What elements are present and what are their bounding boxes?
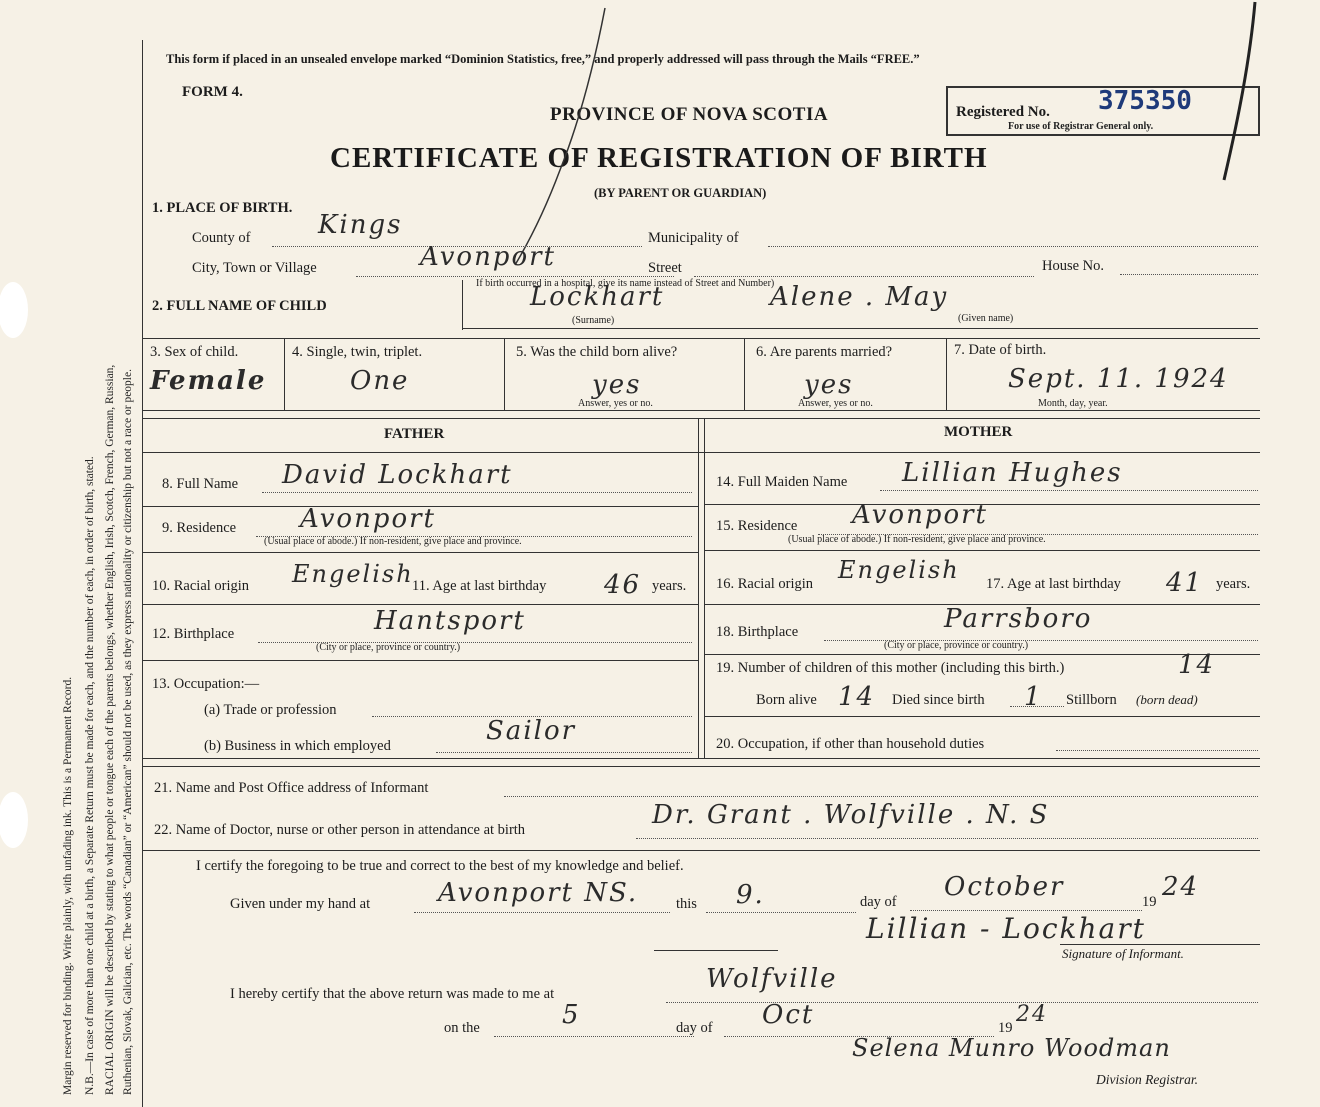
child-surname: Lockhart: [530, 282, 665, 312]
given-under-label: Given under my hand at: [230, 896, 371, 912]
father-business-line: [436, 752, 692, 753]
doctor-label: 22. Name of Doctor, nurse or other person in attendance at birth: [154, 822, 526, 838]
county-label: County of: [192, 230, 251, 246]
surname-caption: (Surname): [572, 315, 615, 326]
parents-divider-left: [698, 418, 699, 758]
mother-heading: MOTHER: [944, 424, 1013, 440]
month-line: [910, 910, 1142, 911]
father-residence-value: Avonport: [300, 504, 436, 534]
father-residence-caption: (Usual place of abode.) If non-resident, give place and province.: [264, 536, 522, 547]
year-value: 24: [1162, 872, 1200, 902]
child-name-underline: [462, 328, 1258, 329]
sig-line: [1060, 944, 1260, 945]
father-row3: [142, 604, 698, 605]
registrar-year-prefix: 19: [998, 1020, 1013, 1036]
mother-residence-caption: (Usual place of abode.) If non-resident, give place and province.: [788, 534, 1046, 545]
form-number: FORM 4.: [182, 84, 243, 100]
father-row4: [142, 660, 698, 661]
father-birthplace-label: 12. Birthplace: [152, 626, 235, 642]
registrar-signature: Selena Munro Woodman: [852, 1034, 1171, 1062]
child-name-label: 2. FULL NAME OF CHILD: [152, 298, 327, 314]
informant-top: [142, 766, 1260, 767]
dob-value: Sept. 11. 1924: [1008, 364, 1229, 394]
given-caption: (Given name): [958, 313, 1014, 324]
stillborn-note: (born dead): [1136, 692, 1198, 707]
house-label: House No.: [1042, 258, 1105, 274]
city-label: City, Town or Village: [192, 260, 317, 276]
signature-caption: Signature of Informant.: [1062, 946, 1184, 961]
year-prefix: 19: [1142, 894, 1157, 910]
day-line: [706, 912, 856, 913]
mother-residence-label: 15. Residence: [716, 518, 798, 534]
dayof-label: day of: [860, 894, 897, 910]
father-heading: FATHER: [384, 426, 445, 442]
father-business-value: Sailor: [486, 716, 577, 746]
married-value: yes: [804, 370, 854, 400]
center-rule: [654, 950, 778, 951]
plurality-value: One: [350, 366, 410, 396]
father-race-label: 10. Racial origin: [152, 578, 250, 594]
municipality-line: [768, 246, 1258, 247]
row3-div2: [504, 338, 505, 410]
mother-race-value: Engelish: [838, 556, 960, 584]
mother-birthplace-value: Parrsboro: [944, 604, 1093, 634]
mother-children-value: 14: [1178, 650, 1216, 680]
plurality-label: 4. Single, twin, triplet.: [292, 344, 423, 360]
county-value: Kings: [318, 210, 403, 240]
row3-div3: [744, 338, 745, 410]
row3-div1: [284, 338, 285, 410]
dob-label: 7. Date of birth.: [954, 342, 1047, 358]
certify-text: I certify the foregoing to be true and correct to the best of my knowledge and belief.: [196, 858, 684, 874]
margin-note-1: Margin reserved for binding. Write plainly, with unfading ink. This is a Permanent Record.: [62, 676, 74, 1095]
parents-top: [142, 418, 1260, 419]
sex-label: 3. Sex of child.: [150, 344, 239, 360]
margin-note-3: RACIAL ORIGIN will be described by stating to what people or tongue each of the parents belongs, whether English, Irish, Scotch, French, German, Russian,: [104, 364, 116, 1095]
mother-birthplace-caption: (City or place, province or country.): [884, 640, 1029, 651]
row3-div4: [946, 338, 947, 410]
city-line: [356, 276, 674, 277]
father-age-value: 46: [604, 570, 642, 600]
registered-label: Registered No.: [956, 104, 1050, 120]
informant-signature: Lillian - Lockhart: [866, 912, 1146, 945]
stillborn-label: Stillborn: [1066, 692, 1117, 708]
given-place-value: Avonport NS.: [438, 878, 639, 908]
father-name-line: [262, 492, 692, 493]
mother-row2: [704, 550, 1260, 551]
born-alive-count-label: Born alive: [756, 692, 817, 708]
father-birthplace-value: Hantsport: [374, 606, 526, 636]
municipality-label: Municipality of: [648, 230, 739, 246]
father-age-label: 11. Age at last birthday: [412, 578, 547, 594]
child-name-divider: [462, 280, 463, 330]
street-line: [694, 276, 1034, 277]
informant-bottom: [142, 850, 1260, 851]
mother-birthplace-label: 18. Birthplace: [716, 624, 799, 640]
dob-caption: Month, day, year.: [1038, 398, 1108, 409]
this-label: this: [676, 896, 697, 912]
hospital-note: If birth occurred in a hospital, give its name instead of Street and Number): [476, 278, 775, 289]
form-left-border: [142, 40, 143, 1107]
doctor-line: [636, 838, 1258, 839]
registrar-place-value: Wolfville: [706, 964, 838, 994]
informant-line: [504, 796, 1258, 797]
parents-bottom: [142, 758, 1260, 759]
row3-top: [142, 338, 1260, 339]
mother-row4: [704, 654, 1260, 655]
mother-years: years.: [1216, 576, 1251, 592]
born-alive-label: 5. Was the child born alive?: [516, 344, 678, 360]
parents-heading-line: [142, 452, 1260, 453]
registered-note: For use of Registrar General only.: [1008, 121, 1154, 132]
born-alive-count-value: 14: [838, 682, 876, 712]
child-given-name: Alene . May: [770, 282, 949, 312]
father-business-label: (b) Business in which employed: [204, 738, 391, 754]
father-row2: [142, 552, 698, 553]
pen-stroke-decoration-right: [1210, 0, 1270, 200]
house-line: [1120, 274, 1258, 275]
father-race-value: Engelish: [292, 560, 414, 588]
registrar-month: Oct: [762, 1000, 815, 1030]
father-occupation-label: 13. Occupation:—: [152, 676, 260, 692]
mother-occupation-line: [1056, 750, 1258, 751]
mother-residence-value: Avonport: [852, 500, 988, 530]
registrar-year: 24: [1016, 1002, 1048, 1027]
father-name-value: David Lockhart: [282, 460, 513, 490]
born-alive-value: yes: [592, 370, 642, 400]
registrar-text: I hereby certify that the above return was made to me at: [230, 986, 555, 1002]
mother-age-label: 17. Age at last birthday: [986, 576, 1121, 592]
registered-number: 375350: [1098, 86, 1192, 116]
father-residence-label: 9. Residence: [162, 520, 237, 536]
province-heading: PROVINCE OF NOVA SCOTIA: [550, 104, 829, 125]
sex-value: Female: [150, 366, 267, 396]
mother-name-value: Lillian Hughes: [902, 458, 1123, 488]
binding-hole-top: [0, 282, 28, 338]
father-birthplace-caption: (City or place, province or country.): [316, 642, 461, 653]
on-the-label: on the: [444, 1020, 480, 1036]
married-label: 6. Are parents married?: [756, 344, 893, 360]
month-value: October: [944, 872, 1065, 902]
died-label: Died since birth: [892, 692, 985, 708]
died-value: 1: [1024, 682, 1043, 712]
father-years: years.: [652, 578, 687, 594]
doctor-value: Dr. Grant . Wolfville . N. S: [652, 800, 1050, 830]
mother-age-value: 41: [1166, 568, 1204, 598]
registrar-day: 5: [562, 1000, 581, 1030]
born-alive-caption: Answer, yes or no.: [578, 398, 653, 409]
given-place-line: [414, 912, 670, 913]
margin-note-4: Ruthenian, Slovak, Galician, etc. The words “Canadian” or “American” should not be used, as they express nationality or citizenship but not a race or people.: [122, 369, 134, 1095]
mother-name-label: 14. Full Maiden Name: [716, 474, 848, 490]
place-label: 1. PLACE OF BIRTH.: [152, 200, 293, 216]
registrar-caption: Division Registrar.: [1096, 1072, 1199, 1087]
city-value: Avonport: [420, 242, 556, 272]
mother-name-line: [880, 490, 1258, 491]
father-trade-label: (a) Trade or profession: [204, 702, 337, 718]
father-name-label: 8. Full Name: [162, 476, 239, 492]
informant-label: 21. Name and Post Office address of Informant: [154, 780, 429, 796]
married-caption: Answer, yes or no.: [798, 398, 873, 409]
day-value: 9.: [736, 880, 765, 910]
page-subtitle: (BY PARENT OR GUARDIAN): [594, 186, 767, 200]
binding-hole-bottom: [0, 792, 28, 848]
registrar-place-line: [666, 1002, 1258, 1003]
registrar-dayof-label: day of: [676, 1020, 713, 1036]
parents-divider-right: [704, 418, 705, 758]
registrar-day-line: [494, 1036, 694, 1037]
mail-notice: This form if placed in an unsealed envelope marked “Dominion Statistics, free,” and properly addressed will pass through the Mails “FREE.”: [166, 52, 920, 66]
margin-note-2: N.B.—In case of more than one child at a birth, a Separate Return must be made for each, and the number of each, in order of birth, stated.: [84, 456, 96, 1095]
mother-occupation-label: 20. Occupation, if other than household duties: [716, 736, 985, 752]
mother-children-label: 19. Number of children of this mother (including this birth.): [716, 660, 1065, 676]
street-label: Street: [648, 260, 682, 276]
mother-race-label: 16. Racial origin: [716, 576, 814, 592]
row3-bottom: [142, 410, 1260, 411]
page-title: CERTIFICATE OF REGISTRATION OF BIRTH: [330, 142, 988, 174]
mother-row5: [704, 716, 1260, 717]
